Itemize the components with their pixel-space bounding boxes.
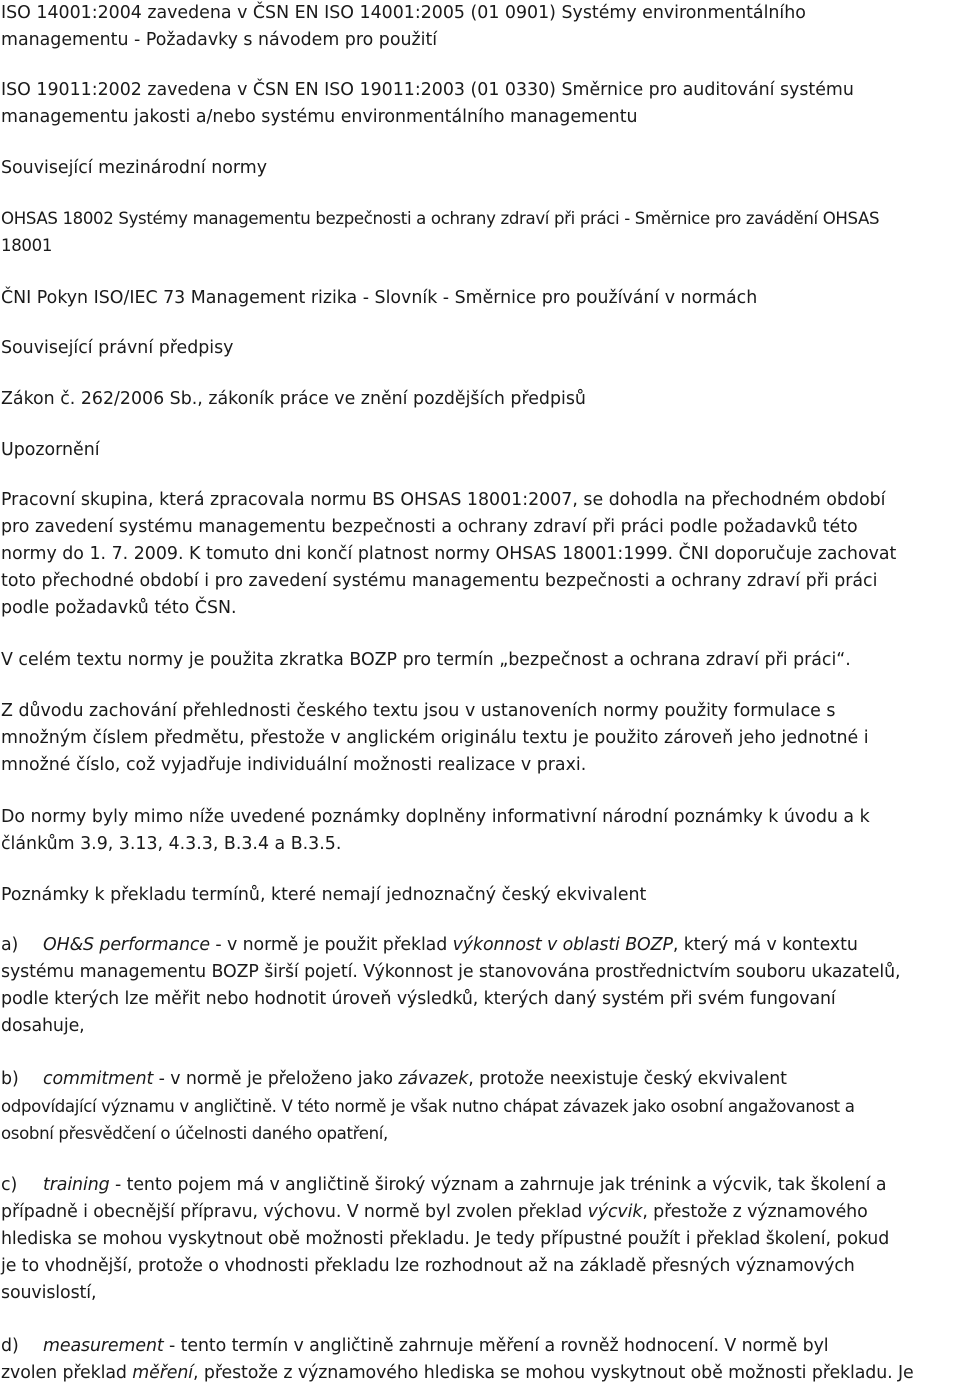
text-line: toto přechodné období i pro zavedení systému managementu bezpečnosti a ochrany zdraví při práci bbox=[1, 571, 878, 591]
text-line: dosahuje, bbox=[1, 1016, 85, 1036]
heading-related-international: Související mezinárodní normy bbox=[1, 158, 268, 178]
translation-note-a bbox=[1, 932, 959, 1040]
notice-paragraph-plural bbox=[1, 698, 959, 779]
note-label: d) bbox=[1, 1336, 19, 1356]
note-text: zvolen překlad bbox=[1, 1363, 133, 1383]
text-line: Do normy byly mimo níže uvedené poznámky doplněny informativní národní poznámky k úvodu a k bbox=[1, 807, 870, 827]
translation-note-d bbox=[1, 1333, 959, 1386]
note-text: - tento pojem má v angličtině široký význam a zahrnuje jak trénink a výcvik, tak školení a bbox=[109, 1175, 887, 1195]
note-text: , který má v kontextu bbox=[672, 935, 858, 955]
note-label: b) bbox=[1, 1069, 19, 1089]
labour-code-entry: Zákon č. 262/2006 Sb., zákoník práce ve znění pozdějších předpisů bbox=[1, 389, 586, 409]
note-label: a) bbox=[1, 935, 19, 955]
note-translation: měření bbox=[132, 1363, 194, 1383]
note-text: - v normě je přeloženo jako bbox=[153, 1069, 399, 1089]
standard-iso14001 bbox=[1, 0, 959, 54]
text-line: ISO 14001:2004 zavedena v ČSN EN ISO 14001:2005 (01 0901) Systémy environmentálního bbox=[1, 3, 806, 23]
text-line: podle kterých lze měřit nebo hodnotit úroveň výsledků, kterých daný systém při svém fungovaní bbox=[1, 989, 836, 1009]
translation-note-c bbox=[1, 1172, 959, 1307]
ohsas-18002-entry bbox=[1, 205, 959, 259]
note-text: , přestože z významového bbox=[642, 1202, 868, 1222]
note-text: , přestože z významového hlediska se mohou vyskytnout obě možnosti překladu. Je bbox=[193, 1363, 914, 1383]
text-line: množné číslo, což vyjadřuje individuální možnosti realizace v praxi. bbox=[1, 755, 587, 775]
text-line: osobní přesvědčení o účelnosti daného opatření, bbox=[1, 1124, 388, 1143]
note-term: training bbox=[43, 1175, 110, 1195]
heading-notice: Upozornění bbox=[1, 440, 100, 460]
text-line: normy do 1. 7. 2009. K tomuto dni končí platnost normy OHSAS 18001:1999. ČNI doporučuje zachovat bbox=[1, 544, 897, 564]
note-text: - tento termín v angličtině zahrnuje měření a rovněž hodnocení. V normě byl bbox=[163, 1336, 829, 1356]
text-line: je to vhodnější, protože o vhodnosti překladu lze rozhodnout až na základě přesných významových bbox=[1, 1256, 855, 1276]
note-text: , protože neexistuje český ekvivalent bbox=[468, 1069, 787, 1089]
cni-guide-entry: ČNI Pokyn ISO/IEC 73 Management rizika - Slovník - Směrnice pro používání v normách bbox=[1, 288, 758, 308]
standard-iso19011 bbox=[1, 77, 959, 131]
note-first-line bbox=[1, 1066, 959, 1093]
notice-paragraph-transition bbox=[1, 487, 959, 622]
text-line: souvislostí, bbox=[1, 1283, 97, 1303]
text-line: pro zavedení systému managementu bezpečnosti a ochrany zdraví při práci podle požadavků této bbox=[1, 517, 858, 537]
notice-paragraph-national-notes bbox=[1, 804, 959, 858]
notice-paragraph-bozp: V celém textu normy je použita zkratka BOZP pro termín „bezpečnost a ochrana zdraví při práci“. bbox=[1, 650, 851, 670]
note-text: - v normě je použit překlad bbox=[209, 935, 453, 955]
heading-related-legal: Související právní předpisy bbox=[1, 338, 234, 358]
note-term: commitment bbox=[43, 1069, 154, 1089]
text-line: ISO 19011:2002 zavedena v ČSN EN ISO 19011:2003 (01 0330) Směrnice pro auditování systému bbox=[1, 80, 854, 100]
text-line: 18001 bbox=[1, 236, 53, 255]
text-line: Pracovní skupina, která zpracovala normu BS OHSAS 18001:2007, se dohodla na přechodném období bbox=[1, 490, 886, 510]
note-first-line bbox=[1, 1333, 959, 1360]
note-first-line bbox=[1, 1172, 959, 1199]
note-translation: výcvik bbox=[587, 1202, 643, 1222]
text-line: managementu jakosti a/nebo systému environmentálního managementu bbox=[1, 107, 638, 127]
text-line: množným číslem předmětu, přestože v anglickém originálu textu je použito zároveň jeho jednotné i bbox=[1, 728, 869, 748]
note-text: případně i obecnější přípravu, výchovu. V normě byl zvolen překlad bbox=[1, 1202, 588, 1222]
note-term: measurement bbox=[43, 1336, 164, 1356]
text-line: OHSAS 18002 Systémy managementu bezpečnosti a ochrany zdraví při práci - Směrnice pro zavádění OHSAS bbox=[1, 209, 880, 228]
text-line: managementu - Požadavky s návodem pro použití bbox=[1, 30, 438, 50]
note-second-line bbox=[1, 1199, 959, 1226]
note-first-line bbox=[1, 932, 959, 959]
text-line: článkům 3.9, 3.13, 4.3.3, B.3.4 a B.3.5. bbox=[1, 834, 342, 854]
note-translation: výkonnost v oblasti BOZP bbox=[452, 935, 673, 955]
text-line: systému managementu BOZP širší pojetí. Výkonnost je stanovována prostřednictvím souboru ukazatelů, bbox=[1, 962, 901, 982]
text-line: odpovídající významu v angličtině. V této normě je však nutno chápat závazek jako osobní angažovanost a bbox=[1, 1097, 855, 1116]
text-line: podle požadavků této ČSN. bbox=[1, 598, 237, 618]
note-label: c) bbox=[1, 1175, 18, 1195]
text-line: Z důvodu zachování přehlednosti českého textu jsou v ustanoveních normy použity formulace s bbox=[1, 701, 836, 721]
heading-translation-notes: Poznámky k překladu termínů, které nemají jednoznačný český ekvivalent bbox=[1, 885, 647, 905]
note-translation: závazek bbox=[398, 1069, 469, 1089]
text-line: hlediska se mohou vyskytnout obě možnosti překladu. Je tedy přípustné použít i překlad školení, pokud bbox=[1, 1229, 890, 1249]
translation-note-b bbox=[1, 1066, 959, 1147]
note-term: OH&S performance bbox=[43, 935, 210, 955]
note-second-line bbox=[1, 1360, 959, 1386]
